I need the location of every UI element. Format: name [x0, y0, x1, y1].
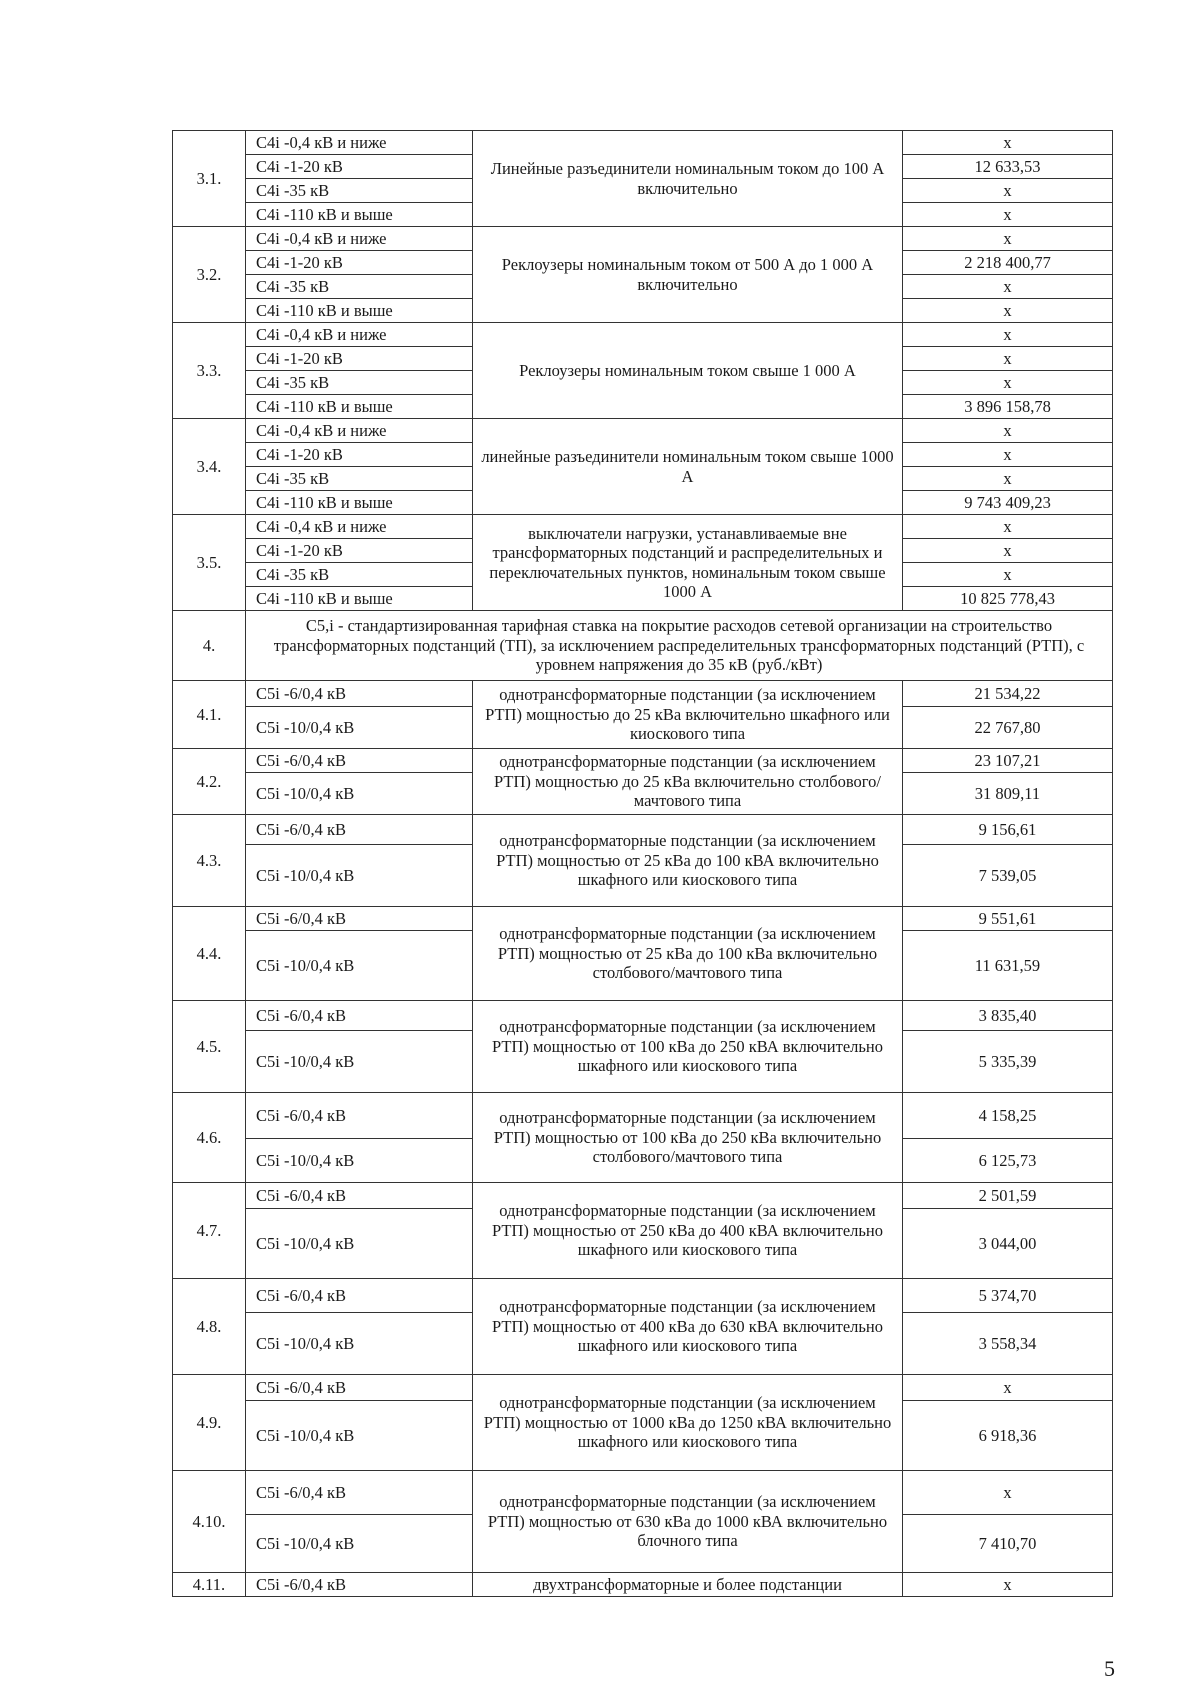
rate-value: х: [903, 203, 1113, 227]
rate-code: C4i -110 кВ и выше: [246, 587, 473, 611]
table-row: [173, 1093, 1113, 1139]
rate-code: C4i -0,4 кВ и ниже: [246, 227, 473, 251]
rate-code: C5i -6/0,4 кВ: [246, 681, 473, 707]
rate-value: 9 551,61: [903, 907, 1113, 931]
item-number: 4.1.: [173, 681, 246, 749]
rate-value: 2 218 400,77: [903, 251, 1113, 275]
item-description: однотрансформаторные подстанции (за исключением РТП) мощностью от 25 кВа до 100 кВА включительно шкафного или киоскового типа: [473, 815, 903, 907]
item-description: однотрансформаторные подстанции (за исключением РТП) мощностью до 25 кВа включительно столбового/мачтового типа: [473, 749, 903, 815]
rate-value: х: [903, 1573, 1113, 1597]
rate-code: C5i -10/0,4 кВ: [246, 1401, 473, 1471]
rate-code: C5i -6/0,4 кВ: [246, 1573, 473, 1597]
rate-value: 9 156,61: [903, 815, 1113, 845]
item-number: 3.5.: [173, 515, 246, 611]
rate-value: 5 374,70: [903, 1279, 1113, 1313]
rate-code: C5i -6/0,4 кВ: [246, 749, 473, 773]
rate-value: 7 410,70: [903, 1515, 1113, 1573]
rate-value: 12 633,53: [903, 155, 1113, 179]
item-number: 4.10.: [173, 1471, 246, 1573]
rate-value: х: [903, 1375, 1113, 1401]
rate-code: C4i -35 кВ: [246, 179, 473, 203]
item-number: 3.4.: [173, 419, 246, 515]
rate-value: 11 631,59: [903, 931, 1113, 1001]
rate-value: 3 558,34: [903, 1313, 1113, 1375]
table-row: [173, 749, 1113, 773]
rate-value: 2 501,59: [903, 1183, 1113, 1209]
rate-code: C4i -0,4 кВ и ниже: [246, 323, 473, 347]
rate-value: х: [903, 299, 1113, 323]
rate-code: C4i -1-20 кВ: [246, 443, 473, 467]
item-description: однотрансформаторные подстанции (за исключением РТП) мощностью от 400 кВа до 630 кВА включительно шкафного или киоскового типа: [473, 1279, 903, 1375]
item-number: 3.3.: [173, 323, 246, 419]
rate-code: C4i -0,4 кВ и ниже: [246, 131, 473, 155]
table-row: [173, 131, 1113, 155]
rate-value: х: [903, 131, 1113, 155]
rate-value: х: [903, 419, 1113, 443]
rate-code: C4i -1-20 кВ: [246, 251, 473, 275]
rate-value: 6 125,73: [903, 1139, 1113, 1183]
rate-value: х: [903, 539, 1113, 563]
table-row: [173, 1183, 1113, 1209]
rate-code: C5i -6/0,4 кВ: [246, 1001, 473, 1031]
rate-value: х: [903, 227, 1113, 251]
table-row: [173, 227, 1113, 251]
rate-value: 7 539,05: [903, 845, 1113, 907]
rate-code: C5i -10/0,4 кВ: [246, 1031, 473, 1093]
item-description: однотрансформаторные подстанции (за исключением РТП) мощностью от 100 кВа до 250 кВа включительно столбового/мачтового типа: [473, 1093, 903, 1183]
rate-value: х: [903, 467, 1113, 491]
item-number: 4.6.: [173, 1093, 246, 1183]
rate-code: C4i -110 кВ и выше: [246, 203, 473, 227]
rate-value: х: [903, 371, 1113, 395]
rate-code: C5i -10/0,4 кВ: [246, 1515, 473, 1573]
section-number: 4.: [173, 611, 246, 681]
table-row: [173, 1573, 1113, 1597]
rate-code: C5i -6/0,4 кВ: [246, 907, 473, 931]
rate-code: C4i -0,4 кВ и ниже: [246, 419, 473, 443]
page-number: 5: [1104, 1656, 1115, 1681]
item-description: двухтрансформаторные и более подстанции: [473, 1573, 903, 1597]
rate-code: C5i -6/0,4 кВ: [246, 1471, 473, 1515]
rate-value: х: [903, 1471, 1113, 1515]
rate-code: C4i -35 кВ: [246, 563, 473, 587]
item-description: однотрансформаторные подстанции (за исключением РТП) мощностью от 250 кВа до 400 кВА включительно шкафного или киоскового типа: [473, 1183, 903, 1279]
rate-value: х: [903, 347, 1113, 371]
table-row: [173, 1001, 1113, 1031]
section-row: [173, 611, 1113, 681]
item-description: однотрансформаторные подстанции (за исключением РТП) мощностью от 1000 кВа до 1250 кВА включительно шкафного или киоскового типа: [473, 1375, 903, 1471]
rate-value: 10 825 778,43: [903, 587, 1113, 611]
rate-value: 3 835,40: [903, 1001, 1113, 1031]
rate-code: C4i -110 кВ и выше: [246, 395, 473, 419]
item-number: 4.11.: [173, 1573, 246, 1597]
rate-code: C5i -10/0,4 кВ: [246, 1209, 473, 1279]
rate-value: 4 158,25: [903, 1093, 1113, 1139]
rate-code: C5i -10/0,4 кВ: [246, 1313, 473, 1375]
item-number: 3.2.: [173, 227, 246, 323]
table-row: [173, 1279, 1113, 1313]
rate-code: C4i -110 кВ и выше: [246, 491, 473, 515]
rate-code: C5i -10/0,4 кВ: [246, 707, 473, 749]
item-description: линейные разъединители номинальным током свыше 1000 А: [473, 419, 903, 515]
rate-value: 21 534,22: [903, 681, 1113, 707]
rate-value: х: [903, 563, 1113, 587]
table-row: [173, 515, 1113, 539]
rate-code: C4i -1-20 кВ: [246, 155, 473, 179]
item-description: Линейные разъединители номинальным током до 100 А включительно: [473, 131, 903, 227]
item-description: выключатели нагрузки, устанавливаемые вне трансформаторных подстанций и распределительных и переключательных пунктов, номинальным током свыше 1000 А: [473, 515, 903, 611]
item-number: 4.5.: [173, 1001, 246, 1093]
tariff-table: [172, 130, 1113, 1597]
item-description: однотрансформаторные подстанции (за исключением РТП) мощностью от 630 кВа до 1000 кВА включительно блочного типа: [473, 1471, 903, 1573]
table-row: [173, 323, 1113, 347]
item-description: однотрансформаторные подстанции (за исключением РТП) мощностью до 25 кВа включительно шкафного или киоскового типа: [473, 681, 903, 749]
rate-value: 9 743 409,23: [903, 491, 1113, 515]
rate-value: 23 107,21: [903, 749, 1113, 773]
rate-value: 6 918,36: [903, 1401, 1113, 1471]
rate-code: C4i -1-20 кВ: [246, 347, 473, 371]
item-number: 4.7.: [173, 1183, 246, 1279]
rate-code: C5i -6/0,4 кВ: [246, 815, 473, 845]
rate-code: C5i -6/0,4 кВ: [246, 1375, 473, 1401]
item-number: 4.4.: [173, 907, 246, 1001]
table-row: [173, 681, 1113, 707]
item-number: 4.3.: [173, 815, 246, 907]
rate-code: C4i -35 кВ: [246, 467, 473, 491]
rate-code: C5i -10/0,4 кВ: [246, 931, 473, 1001]
item-number: 4.8.: [173, 1279, 246, 1375]
item-number: 3.1.: [173, 131, 246, 227]
item-description: однотрансформаторные подстанции (за исключением РТП) мощностью от 25 кВа до 100 кВа включительно столбового/мачтового типа: [473, 907, 903, 1001]
rate-code: C4i -0,4 кВ и ниже: [246, 515, 473, 539]
rate-value: 31 809,11: [903, 773, 1113, 815]
rate-value: х: [903, 515, 1113, 539]
rate-code: C4i -110 кВ и выше: [246, 299, 473, 323]
table-row: [173, 419, 1113, 443]
section-description: С5,i - стандартизированная тарифная ставка на покрытие расходов сетевой организации на строительство трансформаторных подстанций (ТП), за исключением распределительных трансформаторных подстанций (РТП), с уровнем напряжения до 35 кВ (руб./кВт): [246, 611, 1113, 681]
item-number: 4.2.: [173, 749, 246, 815]
rate-value: 22 767,80: [903, 707, 1113, 749]
rate-code: C5i -6/0,4 кВ: [246, 1093, 473, 1139]
item-description: Реклоузеры номинальным током свыше 1 000 А: [473, 323, 903, 419]
rate-code: C5i -6/0,4 кВ: [246, 1279, 473, 1313]
rate-value: 3 896 158,78: [903, 395, 1113, 419]
table-row: [173, 1471, 1113, 1515]
rate-value: х: [903, 179, 1113, 203]
table-row: [173, 1375, 1113, 1401]
table-row: [173, 907, 1113, 931]
item-description: Реклоузеры номинальным током от 500 А до 1 000 А включительно: [473, 227, 903, 323]
rate-value: 5 335,39: [903, 1031, 1113, 1093]
rate-value: х: [903, 443, 1113, 467]
rate-value: 3 044,00: [903, 1209, 1113, 1279]
rate-code: C5i -6/0,4 кВ: [246, 1183, 473, 1209]
rate-value: х: [903, 275, 1113, 299]
rate-code: C5i -10/0,4 кВ: [246, 1139, 473, 1183]
item-description: однотрансформаторные подстанции (за исключением РТП) мощностью от 100 кВа до 250 кВА включительно шкафного или киоскового типа: [473, 1001, 903, 1093]
rate-code: C5i -10/0,4 кВ: [246, 773, 473, 815]
item-number: 4.9.: [173, 1375, 246, 1471]
rate-code: C4i -35 кВ: [246, 275, 473, 299]
rate-code: C5i -10/0,4 кВ: [246, 845, 473, 907]
table-row: [173, 815, 1113, 845]
rate-code: C4i -35 кВ: [246, 371, 473, 395]
rate-code: C4i -1-20 кВ: [246, 539, 473, 563]
rate-value: х: [903, 323, 1113, 347]
